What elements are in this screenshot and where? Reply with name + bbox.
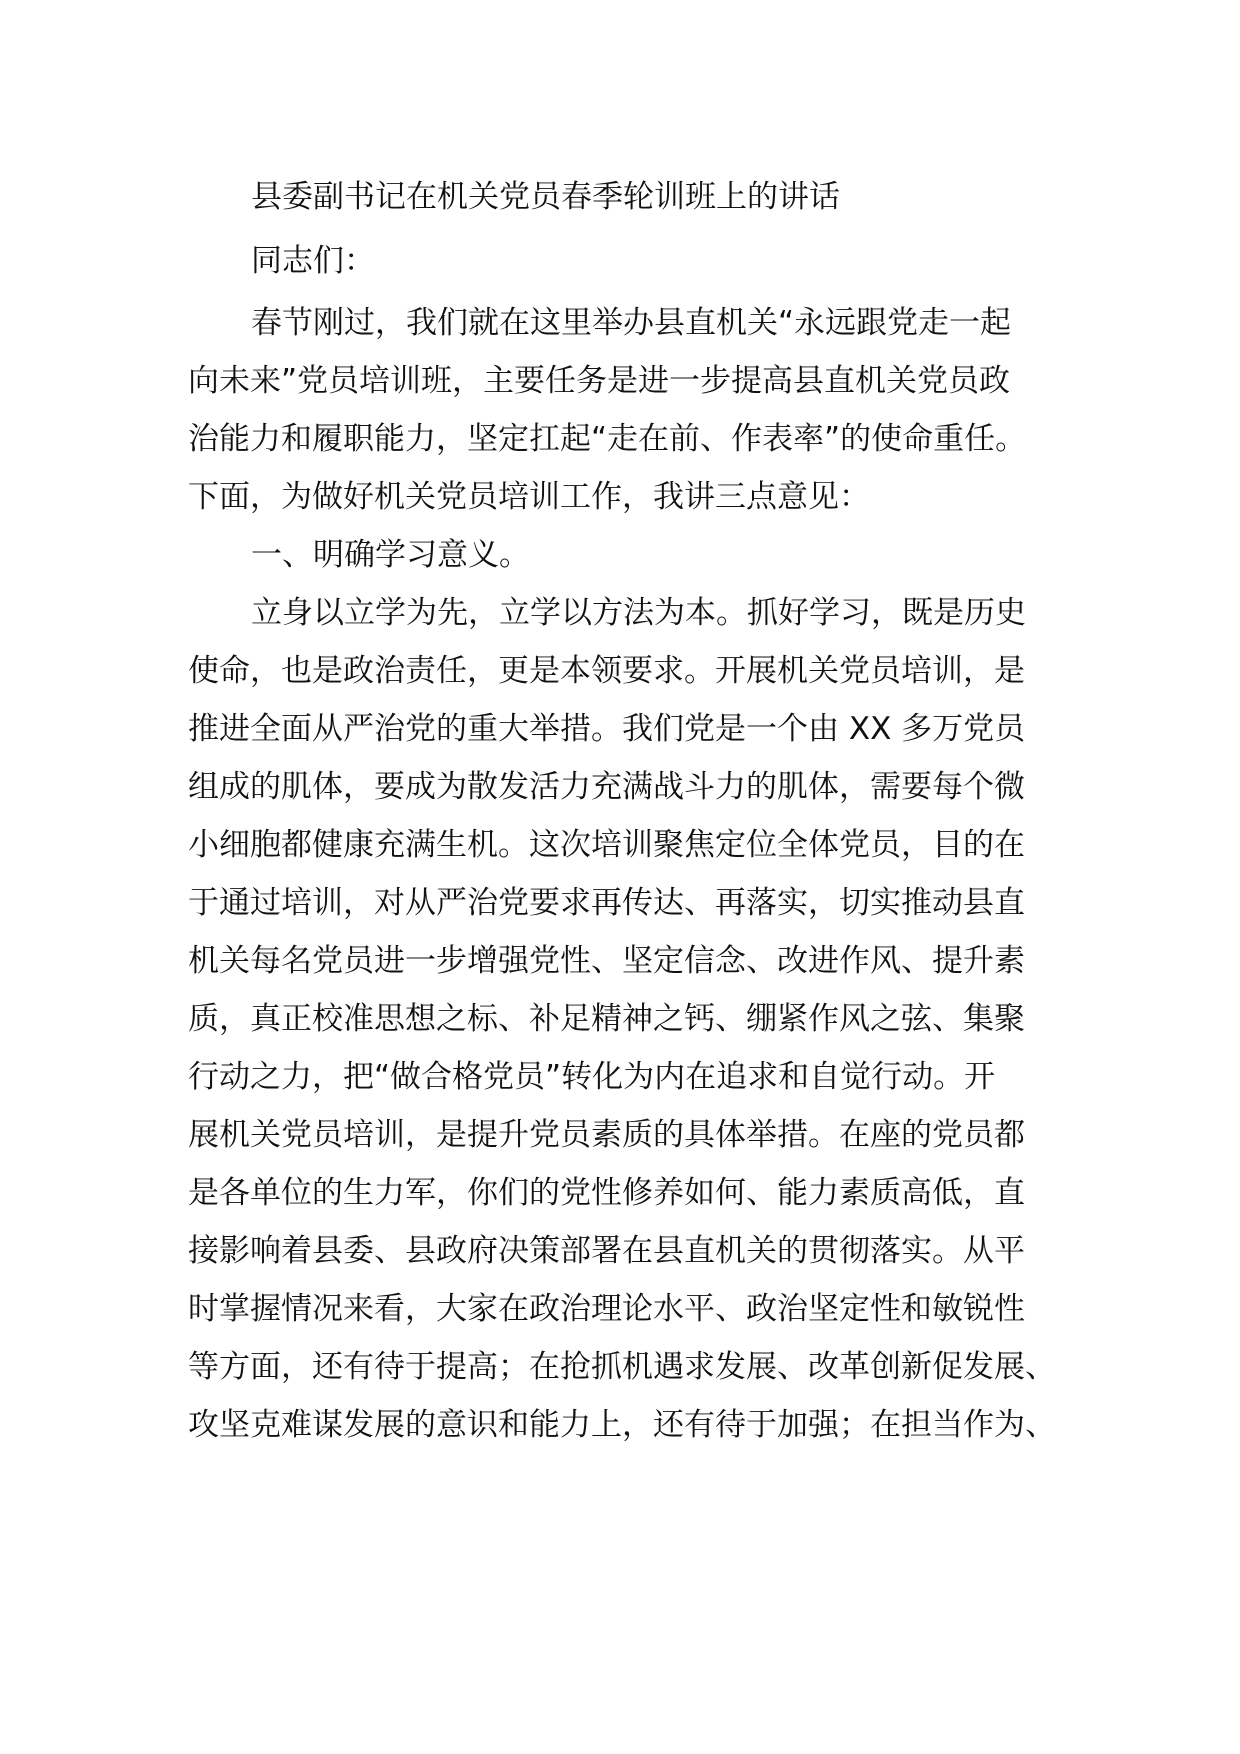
salutation: 同志们： <box>251 243 375 279</box>
text-line: 使命，也是政治责任，更是本领要求。开展机关党员培训，是 <box>188 653 1025 689</box>
text-line: 攻坚克难谋发展的意识和能力上，还有待于加强；在担当作为、 <box>188 1407 1056 1443</box>
text-line: 是各单位的生力军，你们的党性修养如何、能力素质高低，直 <box>188 1175 1025 1211</box>
text-line: 组成的肌体，要成为散发活力充满战斗力的肌体，需要每个微 <box>188 769 1025 805</box>
text-line: 推进全面从严治党的重大举措。我们党是一个由 XX 多万党员 <box>188 711 1026 747</box>
document-title: 县委副书记在机关党员春季轮训班上的讲话 <box>251 179 840 215</box>
section-heading: 一、明确学习意义。 <box>251 537 530 573</box>
text-line: 向未来”党员培训班，主要任务是进一步提高县直机关党员政 <box>188 363 1011 399</box>
text-line: 接影响着县委、县政府决策部署在县直机关的贯彻落实。从平 <box>188 1233 1025 1269</box>
text-line: 于通过培训，对从严治党要求再传达、再落实，切实推动县直 <box>188 885 1025 921</box>
text-line: 下面，为做好机关党员培训工作，我讲三点意见： <box>188 479 870 515</box>
text-line: 机关每名党员进一步增强党性、坚定信念、改进作风、提升素 <box>188 943 1025 979</box>
text-line: 春节刚过，我们就在这里举办县直机关“永远跟党走一起 <box>251 305 1012 341</box>
text-line: 等方面，还有待于提高；在抢抓机遇求发展、改革创新促发展、 <box>188 1349 1056 1385</box>
text-line: 质，真正校准思想之标、补足精神之钙、绷紧作风之弦、集聚 <box>188 1001 1025 1037</box>
text-line: 治能力和履职能力，坚定扛起“走在前、作表率”的使命重任。 <box>188 421 1027 457</box>
text-line: 行动之力，把“做合格党员”转化为内在追求和自觉行动。开 <box>188 1059 996 1095</box>
text-line: 时掌握情况来看，大家在政治理论水平、政治坚定性和敏锐性 <box>188 1291 1025 1327</box>
text-line: 小细胞都健康充满生机。这次培训聚焦定位全体党员，目的在 <box>188 827 1025 863</box>
text-line: 展机关党员培训，是提升党员素质的具体举措。在座的党员都 <box>188 1117 1025 1153</box>
text-line: 立身以立学为先，立学以方法为本。抓好学习，既是历史 <box>251 595 1026 631</box>
